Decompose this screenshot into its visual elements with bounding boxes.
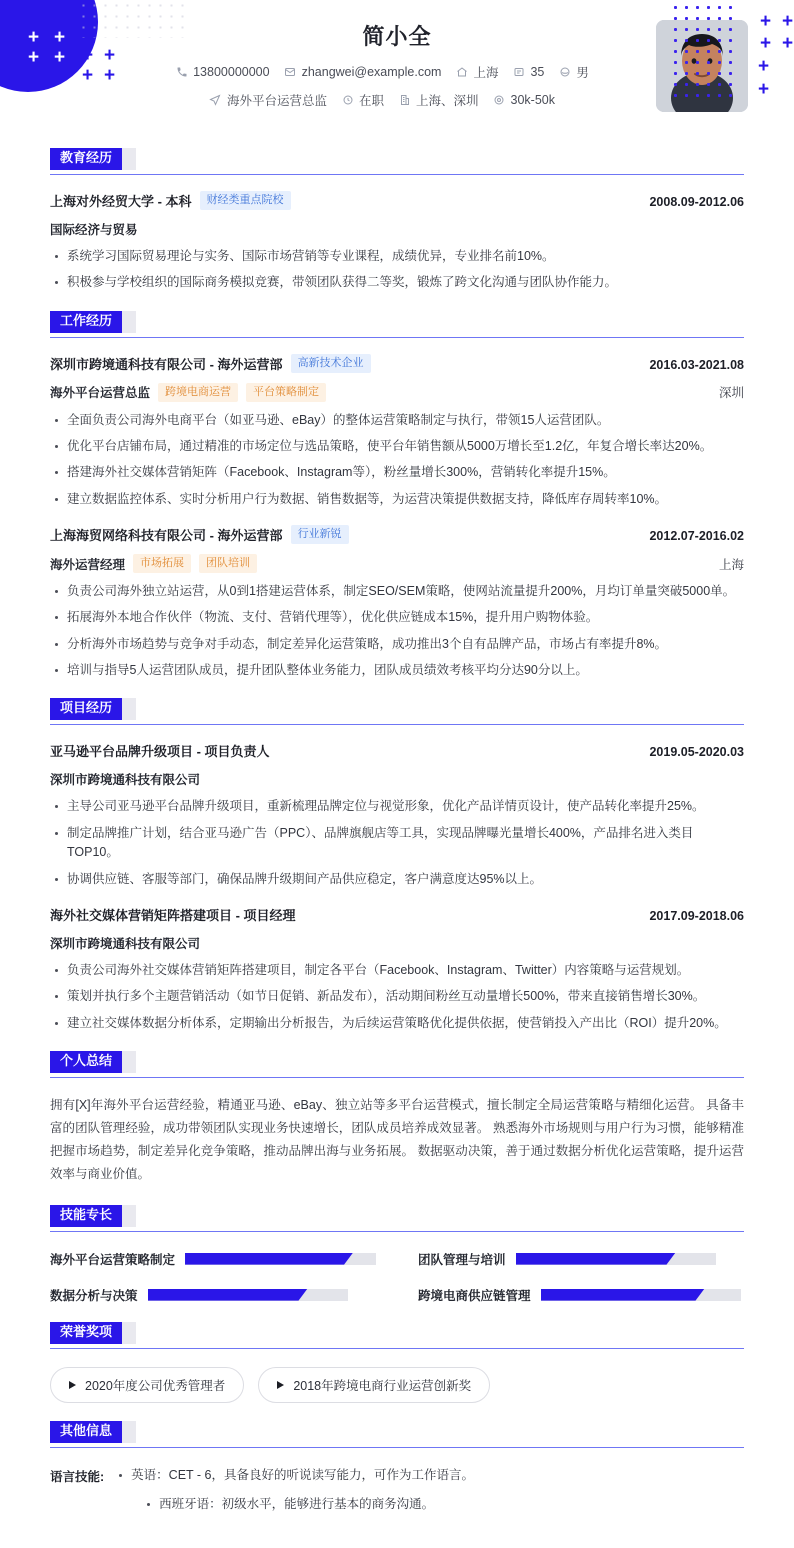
project-entry bbox=[50, 905, 744, 1033]
contact-gender bbox=[558, 63, 589, 81]
plus-icon: + bbox=[54, 27, 66, 48]
section-title: 荣誉奖项 bbox=[50, 1322, 122, 1344]
school-tag: 财经类重点院校 bbox=[200, 191, 291, 210]
education-date: 2008.09-2012.06 bbox=[649, 195, 744, 209]
list-item: 积极参与学校组织的国际商务模拟竞赛，带领团队获得二等奖，锻炼了跨文化沟通与团队协作能力。 bbox=[67, 273, 744, 292]
role-tag: 跨境电商运营 bbox=[158, 383, 238, 402]
skill-progress-track bbox=[516, 1253, 716, 1265]
work-date: 2016.03-2021.08 bbox=[649, 357, 744, 372]
section-divider bbox=[50, 724, 744, 725]
home-icon bbox=[455, 66, 468, 79]
project-date: 2017.09-2018.06 bbox=[649, 908, 744, 923]
section-summary bbox=[50, 1051, 744, 1187]
major-name: 国际经济与贸易 bbox=[50, 223, 138, 237]
desired-position bbox=[209, 91, 327, 109]
section-badge-tail bbox=[122, 1322, 136, 1344]
section-header bbox=[50, 1421, 744, 1443]
job-role: 海外平台运营总监 bbox=[50, 386, 151, 401]
section-badge-tail bbox=[122, 1421, 136, 1443]
play-triangle-icon bbox=[277, 1381, 284, 1389]
list-item: 优化平台店铺布局，通过精准的市场定位与选品策略，使平台年销售额从5000万增长至1.2亿，年复合增长率达20%。 bbox=[67, 437, 744, 456]
work-entry bbox=[50, 354, 744, 509]
contact-age bbox=[512, 65, 544, 79]
plus-icon: + bbox=[28, 47, 40, 68]
skill-label: 跨境电商供应链管理 bbox=[418, 1288, 531, 1303]
section-work bbox=[50, 311, 744, 681]
section-awards bbox=[50, 1322, 744, 1403]
contact-age-text: 35 bbox=[530, 65, 545, 79]
list-item: 负责公司海外独立站运营，从0到1搭建运营体系，制定SEO/SEM策略，使网站流量提升200%，月均订单量突破5000单。 bbox=[67, 582, 744, 601]
project-company: 深圳市跨境通科技有限公司 bbox=[50, 936, 201, 951]
section-title: 技能专长 bbox=[50, 1205, 122, 1227]
contact-phone bbox=[175, 65, 269, 79]
skill-item bbox=[418, 1286, 744, 1304]
section-header bbox=[50, 148, 744, 170]
section-title: 个人总结 bbox=[50, 1051, 122, 1073]
list-item: 制定品牌推广计划，结合亚马逊广告（PPC）、品牌旗舰店等工具，实现品牌曝光量增长400%，产品排名进入类目TOP10。 bbox=[67, 824, 744, 863]
section-header bbox=[50, 1205, 744, 1227]
contact-email bbox=[284, 65, 442, 79]
job-status bbox=[341, 91, 384, 109]
section-education bbox=[50, 148, 744, 293]
section-projects bbox=[50, 698, 744, 1033]
work-city: 上海 bbox=[718, 557, 744, 572]
skill-item bbox=[418, 1250, 744, 1268]
skill-label: 海外平台运营策略制定 bbox=[50, 1252, 176, 1267]
list-item: 培训与指导5人运营团队成员，提升团队整体业务能力，团队成员绩效考核平均分达90分以上。 bbox=[67, 661, 744, 680]
plus-icon: + bbox=[28, 27, 40, 48]
contact-gender-text: 男 bbox=[576, 66, 589, 80]
company-name: 深圳市跨境通科技有限公司 - 海外运营部 bbox=[50, 356, 283, 372]
award-label: 2018年跨境电商行业运营创新奖 bbox=[293, 1378, 472, 1393]
salary-icon bbox=[493, 94, 506, 107]
desired-city bbox=[398, 91, 479, 109]
contact-location-text: 上海 bbox=[473, 66, 499, 80]
company-tag: 高新技术企业 bbox=[291, 354, 371, 373]
section-header bbox=[50, 1322, 744, 1344]
list-item: 协调供应链、客服等部门，确保品牌升级期间产品供应稳定，客户满意度达95%以上。 bbox=[67, 870, 744, 889]
project-bullets bbox=[50, 797, 744, 889]
list-item: 拓展海外本地合作伙伴（物流、支付、营销代理等），优化供应链成本15%，提升用户购物体验。 bbox=[67, 608, 744, 627]
list-item: 系统学习国际贸易理论与实务、国际市场营销等专业课程，成绩优异，专业排名前10%。 bbox=[67, 247, 744, 266]
plus-icon: + bbox=[82, 45, 94, 66]
company-name: 上海海贸网络科技有限公司 - 海外运营部 bbox=[50, 528, 283, 544]
plus-icon: + bbox=[782, 33, 794, 54]
section-divider bbox=[50, 1348, 744, 1349]
project-entry bbox=[50, 741, 744, 889]
list-item: 建立社交媒体数据分析体系，定期输出分析报告，为后续运营策略优化提供依据，使营销投入产出比（ROI）提升20%。 bbox=[67, 1014, 744, 1033]
section-title: 教育经历 bbox=[50, 148, 122, 170]
list-item: 策划并执行多个主题营销活动（如节日促销、新品发布），活动期间粉丝互动量增长500%，带来直接销售增长30%。 bbox=[67, 987, 744, 1006]
skill-item bbox=[50, 1286, 376, 1304]
contact-row-primary bbox=[120, 63, 644, 81]
desired-city-text: 上海、深圳 bbox=[416, 94, 479, 108]
list-item: 负责公司海外社交媒体营销矩阵搭建项目，制定各平台（Facebook、Instagram、Twitter）内容策略与运营规划。 bbox=[67, 961, 744, 980]
job-status-text: 在职 bbox=[359, 94, 385, 108]
project-name: 海外社交媒体营销矩阵搭建项目 - 项目经理 bbox=[50, 907, 296, 923]
company-tag: 行业新锐 bbox=[291, 525, 349, 544]
section-divider bbox=[50, 174, 744, 175]
skill-label: 团队管理与培训 bbox=[418, 1252, 506, 1267]
summary-text: 拥有[X]年海外平台运营经验，精通亚马逊、eBay、独立站等多平台运营模式，擅长制定全局运营策略与精细化运营。 具备丰富的团队管理经验，成功带领团队实现业务快速增长，团队成员培养成效显著。 熟悉海外市场规则与用户行为习惯，能够精准把握市场趋势，制定差异化竞争策略，推动品牌出海与业务拓展。 数据驱动决策，善于通过数据分析优化运营策略，提升运营效率与商业价值。 bbox=[50, 1098, 744, 1182]
section-badge-tail bbox=[122, 1051, 136, 1073]
section-skills bbox=[50, 1205, 744, 1304]
gender-icon bbox=[558, 66, 571, 79]
job-role: 海外运营经理 bbox=[50, 557, 126, 572]
paper-plane-icon bbox=[209, 94, 222, 107]
section-divider bbox=[50, 337, 744, 338]
plus-icon: + bbox=[104, 45, 116, 66]
resume-body bbox=[0, 148, 794, 1548]
awards-list bbox=[50, 1367, 744, 1403]
contact-email-text: zhangwei@example.com bbox=[301, 65, 442, 79]
skill-item bbox=[50, 1250, 376, 1268]
project-name: 亚马逊平台品牌升级项目 - 项目负责人 bbox=[50, 744, 270, 760]
desired-position-text: 海外平台运营总监 bbox=[226, 94, 327, 108]
list-item: 主导公司亚马逊平台品牌升级项目，重新梳理品牌定位与视觉形象，优化产品详情页设计，使产品转化率提升25%。 bbox=[67, 797, 744, 816]
work-bullets bbox=[50, 411, 744, 510]
work-bullets bbox=[50, 582, 744, 681]
skill-progress-track bbox=[148, 1289, 348, 1301]
status-icon bbox=[341, 94, 354, 107]
language-skills-label: 语言技能: bbox=[50, 1469, 105, 1484]
skill-progress-fill bbox=[541, 1289, 705, 1301]
list-item: 搭建海外社交媒体营销矩阵（Facebook、Instagram等），粉丝量增长300%，营销转化率提升15%。 bbox=[67, 463, 744, 482]
skill-label: 数据分析与决策 bbox=[50, 1288, 138, 1303]
skill-progress-fill bbox=[185, 1253, 353, 1265]
education-bullets bbox=[50, 247, 744, 293]
project-bullets bbox=[50, 961, 744, 1033]
education-entry bbox=[50, 191, 744, 293]
section-other bbox=[50, 1421, 744, 1525]
page-title: 简小全 bbox=[362, 24, 432, 49]
role-tag: 平台策略制定 bbox=[246, 383, 326, 402]
project-date: 2019.05-2020.03 bbox=[649, 745, 744, 760]
email-icon bbox=[284, 66, 297, 79]
work-city: 深圳 bbox=[718, 386, 744, 401]
contact-row-secondary bbox=[120, 91, 644, 109]
section-divider bbox=[50, 1077, 744, 1078]
plus-icon: + bbox=[54, 47, 66, 68]
resume-header bbox=[0, 0, 794, 130]
section-divider bbox=[50, 1447, 744, 1448]
plus-icon: + bbox=[760, 33, 772, 54]
phone-icon bbox=[175, 66, 188, 79]
section-title: 工作经历 bbox=[50, 311, 122, 333]
building-icon bbox=[398, 94, 411, 107]
school-name: 上海对外经贸大学 - 本科 bbox=[50, 194, 192, 209]
contact-location bbox=[455, 63, 498, 81]
section-header bbox=[50, 311, 744, 333]
skill-progress-track bbox=[185, 1253, 376, 1265]
desired-salary bbox=[493, 93, 555, 107]
award-item[interactable] bbox=[258, 1367, 490, 1403]
plus-icon: + bbox=[82, 65, 94, 86]
skill-progress-fill bbox=[516, 1253, 676, 1265]
project-company: 深圳市跨境通科技有限公司 bbox=[50, 773, 201, 788]
id-card-icon bbox=[512, 66, 525, 79]
work-entry bbox=[50, 525, 744, 680]
list-item: 全面负责公司海外电商平台（如亚马逊、eBay）的整体运营策略制定与执行，带领15人运营团队。 bbox=[67, 411, 744, 430]
language-skills-block bbox=[50, 1466, 744, 1525]
list-item: 分析海外市场趋势与竞争对手动态，制定差异化运营策略，成功推出3个自有品牌产品，市场占有率提升8%。 bbox=[67, 635, 744, 654]
plus-icon: + bbox=[104, 65, 116, 86]
play-triangle-icon bbox=[69, 1381, 76, 1389]
section-title: 项目经历 bbox=[50, 698, 122, 720]
award-item[interactable] bbox=[50, 1367, 244, 1403]
contact-phone-text: 13800000000 bbox=[193, 65, 270, 79]
section-header bbox=[50, 1051, 744, 1073]
section-title: 其他信息 bbox=[50, 1421, 122, 1443]
list-item: 西班牙语：初级水平，能够进行基本的商务沟通。 bbox=[159, 1495, 474, 1514]
skill-progress-track bbox=[541, 1289, 741, 1301]
plus-icon: + bbox=[758, 79, 770, 100]
section-badge-tail bbox=[122, 1205, 136, 1227]
section-divider bbox=[50, 1231, 744, 1232]
section-header bbox=[50, 698, 744, 720]
skills-grid bbox=[50, 1250, 744, 1304]
list-item: 英语：CET - 6，具备良好的听说读写能力，可作为工作语言。 bbox=[131, 1466, 474, 1485]
decorative-dot-grid-right bbox=[670, 2, 732, 102]
role-tag: 团队培训 bbox=[199, 554, 257, 573]
section-badge-tail bbox=[122, 148, 136, 170]
language-list bbox=[114, 1466, 474, 1525]
section-badge-tail bbox=[122, 698, 136, 720]
role-tag: 市场拓展 bbox=[133, 554, 191, 573]
section-badge-tail bbox=[122, 311, 136, 333]
desired-salary-text: 30k-50k bbox=[510, 93, 556, 107]
award-label: 2020年度公司优秀管理者 bbox=[85, 1378, 226, 1393]
plus-icon: + bbox=[782, 11, 794, 32]
skill-progress-fill bbox=[148, 1289, 308, 1301]
work-date: 2012.07-2016.02 bbox=[649, 529, 744, 544]
plus-icon: + bbox=[760, 11, 772, 32]
list-item: 建立数据监控体系、实时分析用户行为数据、销售数据等，为运营决策提供数据支持，降低库存周转率10%。 bbox=[67, 490, 744, 509]
plus-icon: + bbox=[758, 56, 770, 77]
